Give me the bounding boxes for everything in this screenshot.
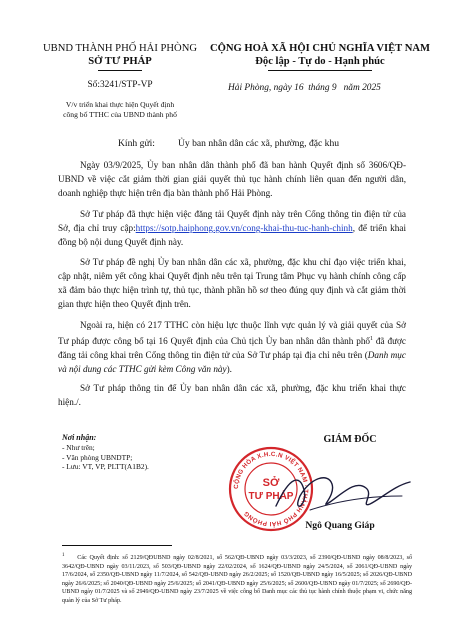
portal-link[interactable]: https://sotp.haiphong.gov.vn/cong-khai-thu-tuc-hanh-chinh xyxy=(135,223,353,233)
paragraph-4-italic: Danh mục và nội dung các TTHC gửi kèm Công văn này xyxy=(58,350,406,375)
signer-name: Ngô Quang Giáp xyxy=(305,520,375,531)
paragraph-4-text-middle: đã được đăng tải công khai trên Cổng thông tin điện tử của Sở Tư pháp tại địa chỉ nêu trên ( xyxy=(58,336,406,361)
paragraph-5-text: Sở Tư pháp thông tin để Ủy ban nhân dân các xã, phường, đặc khu triển khai thực hiện./. xyxy=(58,383,406,407)
recipients-item: - Như trên; xyxy=(62,443,95,452)
paragraph-1 xyxy=(58,158,406,200)
signer-title: GIÁM ĐỐC xyxy=(323,434,377,445)
paragraph-3-text: Sở Tư pháp đề nghị Ủy ban nhân dân các xã, phường, đặc khu chỉ đạo việc triển khai, cập nhật, niêm yết công khai Quyết định nêu trên tại Trung tâm Phục vụ hành chính công cấp xã đảm bảo thực hiện trình tự, thủ tục, thành phần hồ sơ theo đúng quy định và cắt giảm thời gian thực hiện theo Quyết định trên. xyxy=(58,257,406,309)
recipients-item: - Văn phòng UBNDTP; xyxy=(62,452,133,462)
motto: Độc lập - Tự do - Hạnh phúc xyxy=(255,56,385,67)
recipient-value: Ủy ban nhân dân các xã, phường, đặc khu xyxy=(178,138,340,149)
paragraph-4-text-before: Ngoài ra, hiện có 217 TTHC còn hiệu lực thuộc lĩnh vực quản lý và giải quyết của Sở Tư pháp được công bố tại 16 Quyết định của Chủ tịch Ủy ban nhân dân thành phố xyxy=(58,320,406,347)
paragraph-2 xyxy=(58,207,406,249)
recipients-item: - Lưu: VT, VP, PLTT(A1B2). xyxy=(62,462,149,471)
agency-name: SỞ TƯ PHÁP xyxy=(88,56,152,67)
paragraph-2-text-after: , để triển khai đồng bộ nội dung Quyết định này. xyxy=(58,223,406,247)
subject-line-1: V/v triển khai thực hiện Quyết định xyxy=(65,100,175,109)
nation-title: CỘNG HOÀ XÃ HỘI CHỦ NGHĨA VIỆT NAM xyxy=(209,43,431,54)
paragraph-4-text-after: ). xyxy=(226,364,232,375)
agency-underline xyxy=(98,70,142,71)
recipient-label: Kính gửi: xyxy=(118,138,155,149)
paragraph-3 xyxy=(58,255,406,311)
handwritten-signature xyxy=(270,466,420,522)
agency-parent: UBND THÀNH PHỐ HẢI PHÒNG xyxy=(42,43,197,54)
footnote-separator xyxy=(62,545,172,546)
paragraph-1-text: Ngày 03/9/2025, Ủy ban nhân dân thành phố đã ban hành Quyết định số 3606/QĐ-UBND về việc cắt giảm thời gian giải quyết thủ tục hành chính liên quan đến người dân, doanh nghiệp thực hiện trên địa bàn thành phố Hải Phòng. xyxy=(58,160,406,198)
recipients-block xyxy=(62,432,149,472)
subject-line-2: công bố TTHC của UBND thành phố xyxy=(63,110,177,119)
recipients-title: Nơi nhận: xyxy=(62,433,97,442)
date-place: Hải Phòng, ngày 16 tháng 9 năm 2025 xyxy=(228,83,381,93)
paragraph-5 xyxy=(58,381,406,409)
footnote xyxy=(62,552,412,606)
motto-underline xyxy=(268,70,372,71)
footnote-text: Các Quyết định: số 2129/QĐUBND ngày 02/8/2021, số 562/QĐ-UBND ngày 03/3/2023, số 2390/QĐ-UBND ngày 08/8/2023, số 3642/QĐ-UBND ngày 03/11/2023, số 503/QĐ-UBND ngày 22/02/2024, số 1624/QĐ-UBND ngày 24/5/2024, số 2061/QĐ-UBND ngày 17/6/2024, số 2350/QĐ-UBND ngày 11/7/2024, số 542/QĐ-UBND ngày 26/2/2025; số 1520/QĐ-UBND ngày 16/5/2025; số 2026/QĐ-UBND ngày 26/6/2025; số 2040/QĐ-UBND ngày 25/6/2025; số 2041/QĐ-UBND ngày 25/6/2025; số 2600/QĐ-UBND ngày 01/7/2025; số 2690/QĐ-UBND ngày 01/7/2025 và số 2949/QĐ-UBND ngày 23/7/2025 về việc công bố Danh mục các thủ tục hành chính thuộc phạm vi, chức năng quản lý của Sở Tư pháp. xyxy=(62,555,412,604)
seal-center-line-1: SỞ xyxy=(262,477,280,489)
seal-ring-text: CỘNG HÒA X.H.C.N VIỆT NAM · THÀNH PHỐ HẢI PHÒNG xyxy=(232,450,310,528)
document-number: Số:3241/STP-VP xyxy=(87,80,153,90)
paragraph-2-text-before: Sở Tư pháp đã thực hiện việc đăng tải Quyết định này trên Cổng thông tin điện tử của Sở, địa chỉ truy cập: xyxy=(58,209,406,233)
footnote-reference[interactable]: 1 xyxy=(370,336,374,342)
subject-summary xyxy=(40,100,200,120)
paragraph-4 xyxy=(58,318,406,376)
seal-center-line-2: TƯ PHÁP xyxy=(248,491,294,502)
footnote-marker: 1 xyxy=(62,553,65,558)
